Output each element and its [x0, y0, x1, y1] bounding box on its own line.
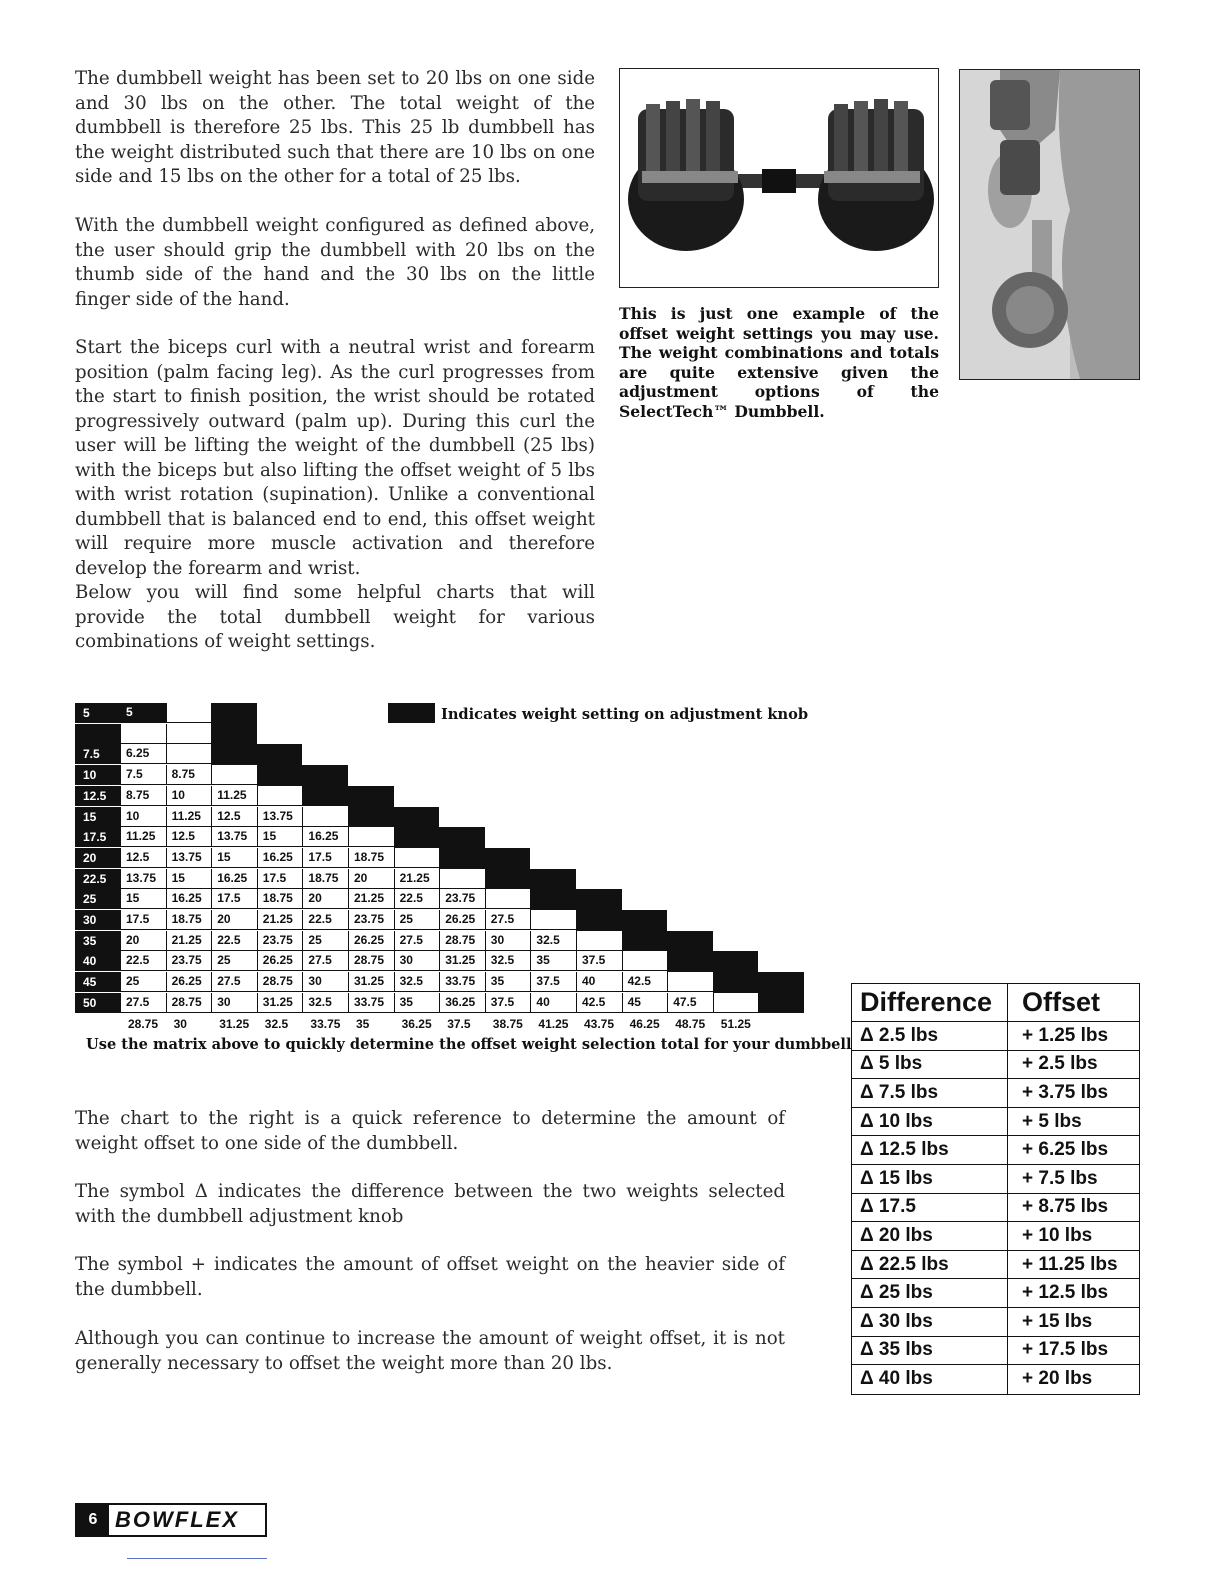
matrix-cell: 17.5: [257, 869, 303, 889]
table-row: [852, 1165, 1139, 1194]
page-number: 6: [77, 1505, 109, 1535]
difference-cell: Δ 10 lbs: [852, 1108, 1008, 1136]
matrix-cell: 20: [120, 931, 166, 951]
matrix-row-label: [75, 724, 120, 744]
offset-cell: + 1.25 lbs: [1022, 1024, 1109, 1046]
matrix-cell: 35: [394, 993, 440, 1013]
matrix-knob-setting: [211, 724, 257, 765]
matrix-cell: 7.5: [120, 765, 166, 785]
matrix-empty-cell: [166, 703, 212, 723]
matrix-empty-cell: [166, 724, 212, 744]
matrix-cell: 26.25: [348, 931, 394, 951]
matrix-row-label: 30: [75, 910, 120, 930]
matrix-empty-cell: [394, 848, 440, 868]
table-row: [852, 1051, 1139, 1080]
matrix-cell: 16.25: [211, 869, 257, 889]
matrix-cell: 18.75: [348, 848, 394, 868]
matrix-row-label: 35: [75, 931, 120, 951]
matrix-empty-cell: [667, 972, 713, 992]
matrix-cell: 15: [120, 889, 166, 909]
difference-cell: Δ 12.5 lbs: [852, 1136, 1008, 1164]
footer-logo: [75, 1503, 267, 1537]
offset-table: [851, 983, 1140, 1395]
matrix-cell: 20: [302, 889, 348, 909]
matrix-knob-setting: [667, 931, 713, 972]
dumbbell-photo: [619, 68, 939, 288]
header-difference: Difference: [852, 984, 1008, 1021]
matrix-row-label: 25: [75, 889, 120, 909]
matrix-cell: 11.25: [120, 827, 166, 847]
offset-cell: + 5 lbs: [1022, 1110, 1082, 1132]
difference-cell: Δ 7.5 lbs: [852, 1079, 1008, 1107]
table-row: [852, 1022, 1139, 1051]
matrix-row-label: 10: [75, 765, 120, 785]
matrix-empty-cell: [257, 786, 303, 806]
matrix-cell: 40: [530, 993, 576, 1013]
matrix-bottom-total: 41.25: [538, 1016, 569, 1031]
matrix-cell: 11.25: [211, 786, 257, 806]
matrix-cell: 17.5: [120, 910, 166, 930]
matrix-cell: 20: [348, 869, 394, 889]
matrix-knob-setting: [622, 910, 668, 951]
matrix-empty-cell: [211, 765, 257, 785]
matrix-cell: 21.25: [257, 910, 303, 930]
matrix-empty-cell: [302, 807, 348, 827]
offset-cell: + 3.75 lbs: [1022, 1081, 1109, 1103]
paragraph-intro: The dumbbell weight has been set to 20 lbs on one side and 30 lbs on the other. The total weight of the dumbbell is therefore 25 lbs. This 25 lb dumbbell has the weight distributed such that there are 10 lbs on one side and 15 lbs on the other for a total of 25 lbs.: [75, 68, 595, 187]
matrix-empty-cell: [439, 869, 485, 889]
matrix-empty-cell: [622, 951, 668, 971]
offset-cell: + 11.25 lbs: [1022, 1253, 1118, 1275]
difference-cell: Δ 17.5: [852, 1194, 1008, 1222]
paragraph-charts-intro: Below you will find some helpful charts that will provide the total dumbbell weight for various combinations of weight settings.: [75, 582, 595, 652]
matrix-row-label: 20: [75, 848, 120, 868]
matrix-cell: 27.5: [302, 951, 348, 971]
offset-cell: + 12.5 lbs: [1022, 1282, 1109, 1304]
matrix-empty-cell: [166, 744, 212, 764]
matrix-cell: 5: [120, 703, 166, 723]
table-row: [852, 1365, 1139, 1394]
difference-cell: Δ 2.5 lbs: [852, 1022, 1008, 1050]
matrix-cell: 28.75: [166, 993, 212, 1013]
matrix-cell: 37.5: [485, 993, 531, 1013]
matrix-cell: 8.75: [120, 786, 166, 806]
matrix-cell: 25: [394, 910, 440, 930]
paragraph-plus-symbol: The symbol + indicates the amount of offset weight on the heavier side of the dumbbell.: [75, 1254, 785, 1300]
matrix-cell: 6.25: [120, 744, 166, 764]
matrix-knob-setting: [348, 786, 394, 827]
matrix-knob-setting: [394, 807, 440, 848]
matrix-cell: 31.25: [257, 993, 303, 1013]
matrix-row-label: 50: [75, 993, 120, 1013]
matrix-bottom-total: 32.5: [264, 1016, 289, 1031]
paragraph-curl: Start the biceps curl with a neutral wrist and forearm position (palm facing leg). As the curl progresses from the start to finish position, the wrist should be rotated progressively outward (palm up). During this curl the user will be lifting the weight of the dumbbell (25 lbs) with the biceps but also lifting the offset weight of 5 lbs with wrist rotation (supination). Unlike a conventional dumbbell that is balanced end to end, this offset weight will require more muscle activation and therefore develop the forearm and wrist.: [75, 337, 595, 579]
matrix-caption: Use the matrix above to quickly determine the offset weight selection total for your dumbbell: [86, 1036, 852, 1053]
offset-cell: + 17.5 lbs: [1022, 1339, 1109, 1361]
matrix-cell: 22.5: [302, 910, 348, 930]
matrix-cell: 30: [211, 993, 257, 1013]
matrix-cell: 28.75: [348, 951, 394, 971]
matrix-cell: 13.75: [166, 848, 212, 868]
matrix-bottom-total: 31.25: [219, 1016, 250, 1031]
matrix-cell: 15: [166, 869, 212, 889]
matrix-cell: 10: [166, 786, 212, 806]
paragraph-chart-reference: The chart to the right is a quick reference to determine the amount of weight offset to one side of the dumbbell.: [75, 1108, 785, 1154]
matrix-cell: 26.25: [439, 910, 485, 930]
table-row: [852, 1136, 1139, 1165]
paragraph-offset-limit: Although you can continue to increase the amount of weight offset, it is not generally necessary to offset the weight more than 20 lbs.: [75, 1328, 785, 1374]
matrix-cell: 18.75: [257, 889, 303, 909]
matrix-empty-cell: [348, 827, 394, 847]
matrix-cell: 35: [485, 972, 531, 992]
offset-cell: + 15 lbs: [1022, 1310, 1093, 1332]
difference-cell: Δ 40 lbs: [852, 1365, 1008, 1394]
matrix-cell: 23.75: [439, 889, 485, 909]
table-row: [852, 1108, 1139, 1137]
offset-cell: + 2.5 lbs: [1022, 1053, 1098, 1075]
matrix-cell: 17.5: [211, 889, 257, 909]
matrix-bottom-total: 28.75: [128, 1016, 159, 1031]
table-row: [852, 1079, 1139, 1108]
offset-cell: + 8.75 lbs: [1022, 1196, 1109, 1218]
matrix-cell: 22.5: [394, 889, 440, 909]
matrix-knob-setting: [439, 827, 485, 868]
matrix-bottom-total: 46.25: [629, 1016, 660, 1031]
table-row: [852, 1194, 1139, 1223]
matrix-cell: 32.5: [302, 993, 348, 1013]
matrix-cell: 15: [257, 827, 303, 847]
matrix-cell: 23.75: [166, 951, 212, 971]
matrix-cell: 13.75: [120, 869, 166, 889]
offset-cell: + 7.5 lbs: [1022, 1167, 1098, 1189]
footer-rule: [127, 1558, 267, 1559]
matrix-knob-setting: [530, 869, 576, 910]
table-row: [852, 1279, 1139, 1308]
matrix-cell: 28.75: [439, 931, 485, 951]
matrix-cell: 18.75: [166, 910, 212, 930]
table-row: [852, 1308, 1139, 1337]
matrix-cell: 17.5: [302, 848, 348, 868]
matrix-cell: 21.25: [348, 889, 394, 909]
matrix-cell: 36.25: [439, 993, 485, 1013]
matrix-cell: 47.5: [667, 993, 713, 1013]
matrix-cell: 30: [302, 972, 348, 992]
matrix-cell: 12.5: [166, 827, 212, 847]
matrix-empty-cell: [485, 889, 531, 909]
matrix-cell: 31.25: [348, 972, 394, 992]
matrix-cell: 26.25: [166, 972, 212, 992]
matrix-cell: 32.5: [530, 931, 576, 951]
matrix-cell: 20: [211, 910, 257, 930]
matrix-cell: 37.5: [530, 972, 576, 992]
difference-cell: Δ 30 lbs: [852, 1308, 1008, 1336]
matrix-cell: 45: [622, 993, 668, 1013]
matrix-cell: 22.5: [211, 931, 257, 951]
matrix-bottom-total: 48.75: [675, 1016, 706, 1031]
matrix-cell: 16.25: [302, 827, 348, 847]
matrix-knob-setting: [576, 889, 622, 930]
matrix-cell: 26.25: [257, 951, 303, 971]
matrix-bottom-total: 43.75: [584, 1016, 615, 1031]
difference-cell: Δ 5 lbs: [852, 1051, 1008, 1079]
matrix-cell: 27.5: [485, 910, 531, 930]
person-photo: [959, 69, 1140, 380]
matrix-row-label: 17.5: [75, 827, 120, 847]
matrix-cell: 22.5: [120, 951, 166, 971]
matrix-row-label: 22.5: [75, 869, 120, 889]
matrix-knob-setting: [758, 972, 804, 1013]
matrix-bottom-total: 30: [173, 1016, 187, 1031]
matrix-cell: 33.75: [348, 993, 394, 1013]
matrix-knob-setting: [302, 765, 348, 806]
matrix-cell: 16.25: [166, 889, 212, 909]
matrix-knob-setting: [713, 951, 759, 992]
table-row: [852, 1222, 1139, 1251]
matrix-cell: 32.5: [485, 951, 531, 971]
matrix-bottom-total: 38.75: [492, 1016, 523, 1031]
matrix-cell: 23.75: [257, 931, 303, 951]
offset-cell: + 10 lbs: [1022, 1224, 1093, 1246]
offset-cell: + 6.25 lbs: [1022, 1139, 1109, 1161]
matrix-bottom-total: 33.75: [310, 1016, 341, 1031]
difference-cell: Δ 25 lbs: [852, 1279, 1008, 1307]
difference-cell: Δ 20 lbs: [852, 1222, 1008, 1250]
matrix-cell: 42.5: [576, 993, 622, 1013]
matrix-cell: 11.25: [166, 807, 212, 827]
legend-text: Indicates weight setting on adjustment knob: [441, 706, 809, 723]
matrix-cell: 21.25: [394, 869, 440, 889]
matrix-cell: 40: [576, 972, 622, 992]
offset-table-header: [852, 984, 1139, 1022]
matrix-cell: 23.75: [348, 910, 394, 930]
matrix-cell: 37.5: [576, 951, 622, 971]
paragraph-grip: With the dumbbell weight configured as defined above, the user should grip the dumbbell with 20 lbs on the thumb side of the hand and the 30 lbs on the little finger side of the hand.: [75, 215, 595, 310]
matrix-row-label: 45: [75, 972, 120, 992]
matrix-empty-cell: [713, 993, 759, 1013]
matrix-cell: 13.75: [257, 807, 303, 827]
matrix-cell: 12.5: [120, 848, 166, 868]
matrix-cell: [120, 724, 166, 744]
matrix-cell: 12.5: [211, 807, 257, 827]
matrix-bottom-total: 36.25: [401, 1016, 432, 1031]
matrix-row-label: 5: [75, 703, 120, 723]
matrix-cell: 10: [120, 807, 166, 827]
matrix-knob-setting: [257, 744, 303, 785]
matrix-cell: 25: [120, 972, 166, 992]
matrix-cell: 18.75: [302, 869, 348, 889]
matrix-row-label: 7.5: [75, 744, 120, 764]
matrix-cell: 33.75: [439, 972, 485, 992]
difference-cell: Δ 22.5 lbs: [852, 1251, 1008, 1279]
matrix-row-label: 40: [75, 951, 120, 971]
matrix-row-label: 15: [75, 807, 120, 827]
table-row: [852, 1251, 1139, 1280]
difference-cell: Δ 15 lbs: [852, 1165, 1008, 1193]
photo-caption: This is just one example of the offset weight settings you may use. The weight combinations and totals are quite extensive given the adjustment options of the SelectTech™ Dumbbell.: [619, 304, 939, 421]
matrix-cell: 27.5: [120, 993, 166, 1013]
matrix-bottom-total: 51.25: [720, 1016, 751, 1031]
matrix-cell: 27.5: [394, 931, 440, 951]
matrix-cell: 15: [211, 848, 257, 868]
matrix-cell: 35: [530, 951, 576, 971]
matrix-cell: 28.75: [257, 972, 303, 992]
brand-name: BOWFLEX: [115, 1507, 239, 1532]
matrix-cell: 30: [485, 931, 531, 951]
legend-swatch: [388, 703, 435, 723]
matrix-bottom-total: 37.5: [447, 1016, 471, 1031]
matrix-cell: 25: [302, 931, 348, 951]
paragraph-delta-symbol: The symbol Δ indicates the difference between the two weights selected with the dumbbell adjustment knob: [75, 1181, 785, 1227]
matrix-cell: 31.25: [439, 951, 485, 971]
matrix-bottom-total: 35: [356, 1016, 370, 1031]
header-offset: Offset: [1022, 987, 1101, 1017]
matrix-empty-cell: [530, 910, 576, 930]
difference-cell: Δ 35 lbs: [852, 1337, 1008, 1365]
matrix-cell: 30: [394, 951, 440, 971]
matrix-knob-setting: [485, 848, 531, 889]
matrix-cell: 32.5: [394, 972, 440, 992]
offset-cell: + 20 lbs: [1022, 1368, 1093, 1390]
matrix-row-label: 12.5: [75, 786, 120, 806]
matrix-cell: 8.75: [166, 765, 212, 785]
matrix-cell: 21.25: [166, 931, 212, 951]
matrix-cell: 42.5: [622, 972, 668, 992]
matrix-cell: 27.5: [211, 972, 257, 992]
table-row: [852, 1337, 1139, 1366]
matrix-empty-cell: [576, 931, 622, 951]
matrix-cell: 13.75: [211, 827, 257, 847]
matrix-cell: 25: [211, 951, 257, 971]
matrix-cell: 16.25: [257, 848, 303, 868]
